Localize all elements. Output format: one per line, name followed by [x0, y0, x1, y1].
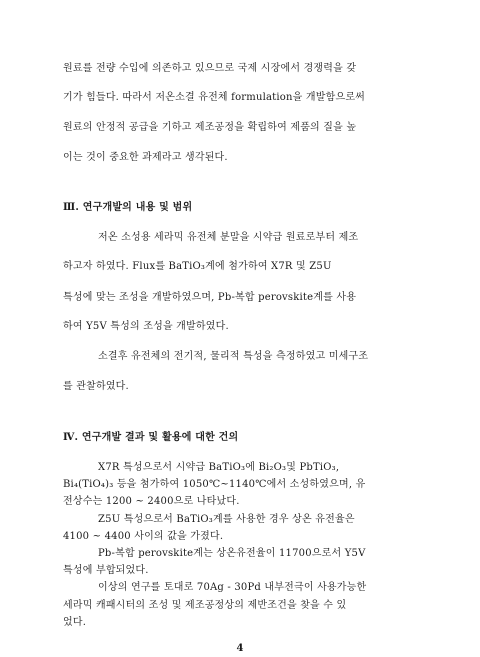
section4-line-7: 특성에 부합되었다. [63, 565, 149, 577]
section3-line-4: 하여 Y5V 특성의 조성을 개발하였다. [63, 321, 229, 332]
section4-line-6: Pb-복합 perovskite계는 상온유전율이 11700으로서 Y5V [98, 548, 366, 559]
section4-line-3: 전상수는 1200 ~ 2400으로 나타났다. [63, 496, 240, 508]
section3-line-1: 저온 소성용 세라믹 유전체 분말을 시약급 원료로부터 제조 [98, 232, 359, 243]
paragraph1-line-4: 이는 것이 중요한 과제라고 생각된다. [63, 152, 228, 163]
section4-line-8: 이상의 연구를 토대로 70Ag - 30Pd 내부전극이 사용가능한 [98, 582, 367, 594]
section4-line-4: Z5U 특성으로서 BaTiO₃계를 사용한 경우 상온 유전율은 [98, 513, 355, 525]
section3-line-5: 소결후 유전체의 전기적, 물리적 특성을 측정하였고 미세구조 [98, 351, 369, 362]
section3-line-2: 하고자 하였다. Flux를 BaTiO₃계에 첨가하여 X7R 및 Z5U [63, 261, 332, 272]
section3-line-3: 특성에 맞는 조성을 개발하였으며, Pb-복합 perovskite계를 사용 [63, 292, 357, 303]
section3-heading: Ⅲ. 연구개발의 내용 및 범위 [63, 202, 193, 213]
section3-line-6: 를 관찰하였다. [63, 381, 129, 392]
section4-line-9: 세라믹 캐패시터의 조성 및 제조공정상의 제반조건을 찾을 수 있 [63, 599, 347, 611]
section4-line-1: X7R 특성으로서 시약급 BaTiO₃에 Bi₂O₃및 PbTiO₃, [98, 462, 340, 473]
section4-line-5: 4100 ~ 4400 사이의 값을 가졌다. [63, 530, 224, 542]
section4-line-2: Bi₄(TiO₄)₃ 등을 첨가하여 1050℃~1140℃에서 소성하였으며, 유 [63, 479, 366, 491]
paragraph1-line-3: 원료의 안정적 공급을 기하고 제조공정을 확립하여 제품의 질을 높 [63, 122, 357, 133]
page-number: 4 [236, 643, 244, 654]
section4-line-10: 었다. [63, 616, 87, 628]
paragraph1-line-1: 원료를 전량 수입에 의존하고 있으므로 국제 시장에서 경쟁력을 갖 [63, 63, 357, 74]
paragraph1-line-2: 기가 힘들다. 따라서 저온소결 유전체 formulation을 개발함으로써 [63, 92, 366, 103]
section4-heading: Ⅳ. 연구개발 결과 및 활용에 대한 건의 [63, 432, 239, 443]
